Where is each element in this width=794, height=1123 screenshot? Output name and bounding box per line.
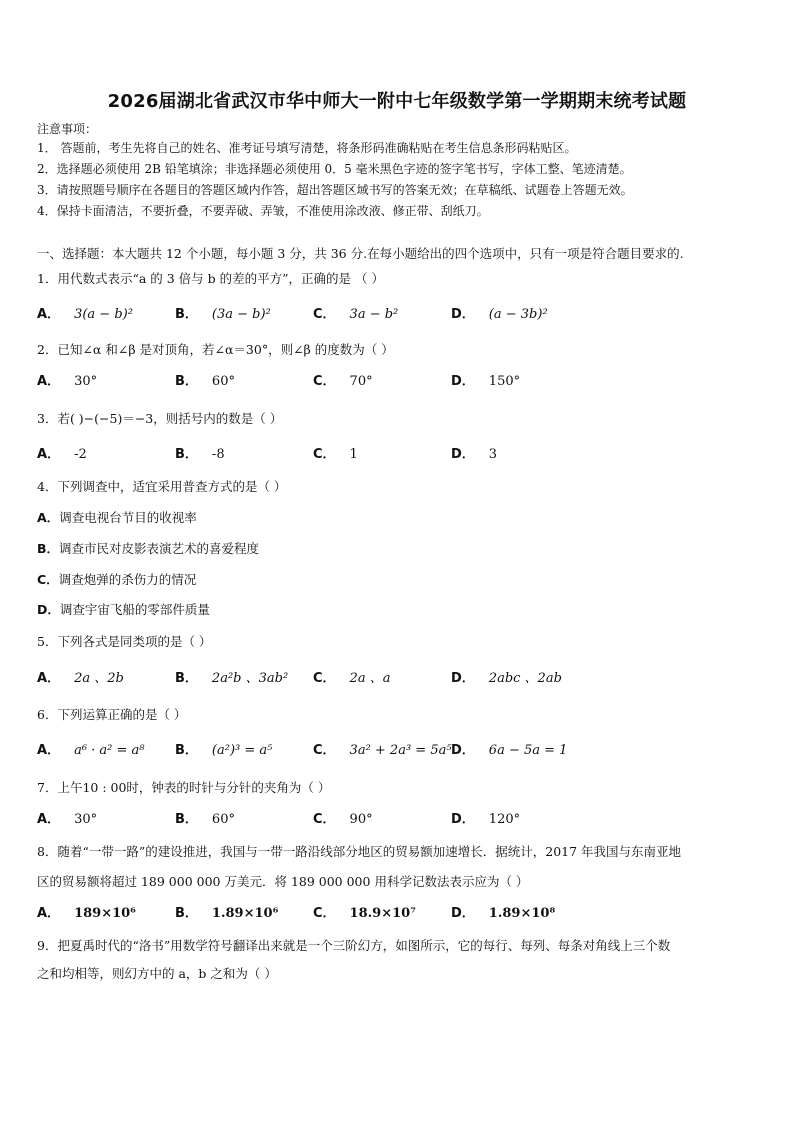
- option-text: 3: [488, 447, 498, 462]
- option-text: 70°: [349, 374, 373, 389]
- option: [451, 811, 520, 829]
- option-text: a⁶ · a² = a⁸: [74, 743, 145, 758]
- option-text: 2a 、2b: [74, 671, 124, 686]
- option-label: A．: [37, 510, 60, 525]
- notes-item: 1． 答题前，考生先将自己的姓名、准考证号填写清楚，将条形码准确粘贴在考生信息条形码粘贴区。: [37, 141, 577, 155]
- option-label: B．: [175, 307, 198, 322]
- option-text: 3(a − b)²: [74, 307, 133, 322]
- question-stem: 8．随着“一带一路”的建设推进，我国与一带一路沿线部分地区的贸易额加速增长．据统计，2017 年我国与东南亚地: [37, 844, 682, 859]
- option: [175, 742, 272, 760]
- option: [37, 509, 197, 527]
- option-label: D．: [451, 447, 475, 462]
- option-label: B．: [175, 743, 198, 758]
- option-text: 3a² + 2a³ = 5a⁵: [349, 743, 452, 758]
- exam-title: 2026届湖北省武汉市华中师大一附中七年级数学第一学期期末统考试题: [107, 91, 687, 112]
- option-label: A．: [37, 374, 61, 389]
- option-text: 120°: [488, 812, 521, 827]
- option-text: 60°: [211, 812, 235, 827]
- option-text: 30°: [74, 812, 98, 827]
- option-label: B．: [37, 541, 60, 556]
- notes-item: 3．请按照题号顺序在各题目的答题区域内作答，超出答题区域书写的答案无效；在草稿纸、试题卷上答题无效。: [37, 183, 633, 197]
- option-text: 调查宇宙飞船的零部件质量: [59, 602, 210, 617]
- option: [37, 540, 259, 558]
- option-text: 2abc 、2ab: [488, 671, 562, 686]
- option-label: D．: [451, 906, 475, 921]
- option: [37, 373, 97, 391]
- option-text: 2a 、a: [349, 671, 391, 686]
- option-text: (a − 3b)²: [488, 307, 548, 322]
- notes-item: 2．选择题必须使用 2B 铅笔填涂；非选择题必须使用 0．5 毫米黑色字迹的签字笔书写，字体工整、笔迹清楚。: [37, 162, 632, 176]
- option: [175, 446, 225, 464]
- option: [313, 905, 416, 923]
- option: [175, 373, 235, 391]
- option: [313, 373, 373, 391]
- option: [37, 601, 210, 619]
- option-label: C．: [313, 374, 336, 389]
- option-text: -8: [211, 447, 225, 462]
- option-label: B．: [175, 374, 198, 389]
- option-text: 调查市民对皮影表演艺术的喜爱程度: [59, 541, 260, 556]
- option: [37, 306, 133, 324]
- notes-heading: 注意事项：: [37, 122, 98, 136]
- option-label: D．: [451, 812, 475, 827]
- option-label: C．: [313, 447, 336, 462]
- question-stem: 3．若( )−(−5)＝−3，则括号内的数是（ ）: [37, 411, 283, 426]
- option-text: 3a − b²: [349, 307, 399, 322]
- option: [175, 306, 271, 324]
- option: [313, 306, 398, 324]
- option-text: -2: [74, 447, 87, 462]
- option-text: 18.9×10⁷: [349, 906, 416, 921]
- section-heading: 一、选择题：本大题共 12 个小题，每小题 3 分，共 36 分.在每小题给出的四个选项中，只有一项是符合题目要求的.: [37, 246, 684, 261]
- option-text: 150°: [488, 374, 521, 389]
- option-label: A．: [37, 812, 61, 827]
- question-stem: 1．用代数式表示“a 的 3 倍与 b 的差的平方”，正确的是 （ ）: [37, 271, 384, 286]
- option-label: D．: [451, 307, 475, 322]
- option-label: C．: [313, 812, 336, 827]
- option-text: 1.89×10⁸: [488, 906, 556, 921]
- question-stem: 6．下列运算正确的是（ ）: [37, 707, 187, 722]
- option: [37, 446, 87, 464]
- option-label: A．: [37, 743, 61, 758]
- question-stem-continued: 之和均相等，则幻方中的 a，b 之和为（ ）: [37, 966, 277, 981]
- option: [451, 905, 555, 923]
- option-label: C．: [313, 906, 336, 921]
- option: [313, 670, 390, 688]
- option-label: C．: [313, 743, 336, 758]
- option-text: 1.89×10⁶: [211, 906, 279, 921]
- option-text: 189×10⁶: [74, 906, 136, 921]
- notes-item: 4．保持卡面清洁，不要折叠，不要弄破、弄皱，不准使用涂改液、修正带、刮纸刀。: [37, 204, 489, 218]
- option: [37, 811, 97, 829]
- option-label: A．: [37, 307, 61, 322]
- option-label: C．: [313, 671, 336, 686]
- option-label: D．: [451, 743, 475, 758]
- question-stem: 2．已知∠α 和∠β 是对顶角，若∠α＝30°，则∠β 的度数为（ ）: [37, 342, 394, 357]
- option-text: (a²)³ = a⁵: [211, 743, 273, 758]
- question-stem: 5．下列各式是同类项的是（ ）: [37, 634, 212, 649]
- option-text: 30°: [74, 374, 98, 389]
- option-label: A．: [37, 671, 61, 686]
- question-stem: 4．下列调查中，适宜采用普查方式的是（ ）: [37, 479, 287, 494]
- option: [37, 905, 136, 923]
- option-label: B．: [175, 671, 198, 686]
- option-label: C．: [37, 572, 59, 587]
- option-text: 90°: [349, 812, 373, 827]
- option-text: (3a − b)²: [211, 307, 271, 322]
- option-text: 调查炮弹的杀伤力的情况: [58, 572, 197, 587]
- question-stem-continued: 区的贸易额将超过 189 000 000 万美元．将 189 000 000 用科学记数法表示应为（ ）: [37, 874, 529, 889]
- option: [451, 306, 548, 324]
- option: [175, 905, 278, 923]
- option: [175, 670, 288, 688]
- option-text: 2a²b 、3ab²: [211, 671, 289, 686]
- option: [451, 373, 520, 391]
- option-label: D．: [451, 374, 475, 389]
- option: [313, 811, 373, 829]
- option-label: B．: [175, 906, 198, 921]
- option-text: 60°: [211, 374, 235, 389]
- option-text: 1: [349, 447, 358, 462]
- option-label: D．: [37, 602, 60, 617]
- option-label: A．: [37, 906, 61, 921]
- option-text: 调查电视台节目的收视率: [59, 510, 197, 525]
- option: [451, 742, 567, 760]
- question-stem: 7．上午10 : 00时，钟表的时针与分针的夹角为（ ）: [37, 780, 331, 795]
- option-label: C．: [313, 307, 336, 322]
- option-label: A．: [37, 447, 61, 462]
- option: [313, 446, 358, 464]
- option-label: D．: [451, 671, 475, 686]
- option: [37, 670, 124, 688]
- option: [37, 571, 196, 589]
- option: [451, 446, 497, 464]
- option: [37, 742, 145, 760]
- option-text: 6a − 5a = 1: [488, 743, 568, 758]
- option: [313, 742, 452, 760]
- option-label: B．: [175, 447, 198, 462]
- option-label: B．: [175, 812, 198, 827]
- option: [451, 670, 562, 688]
- option: [175, 811, 235, 829]
- question-stem: 9．把夏禹时代的“洛书”用数学符号翻译出来就是一个三阶幻方，如图所示，它的每行、每列、每条对角线上三个数: [37, 938, 671, 953]
